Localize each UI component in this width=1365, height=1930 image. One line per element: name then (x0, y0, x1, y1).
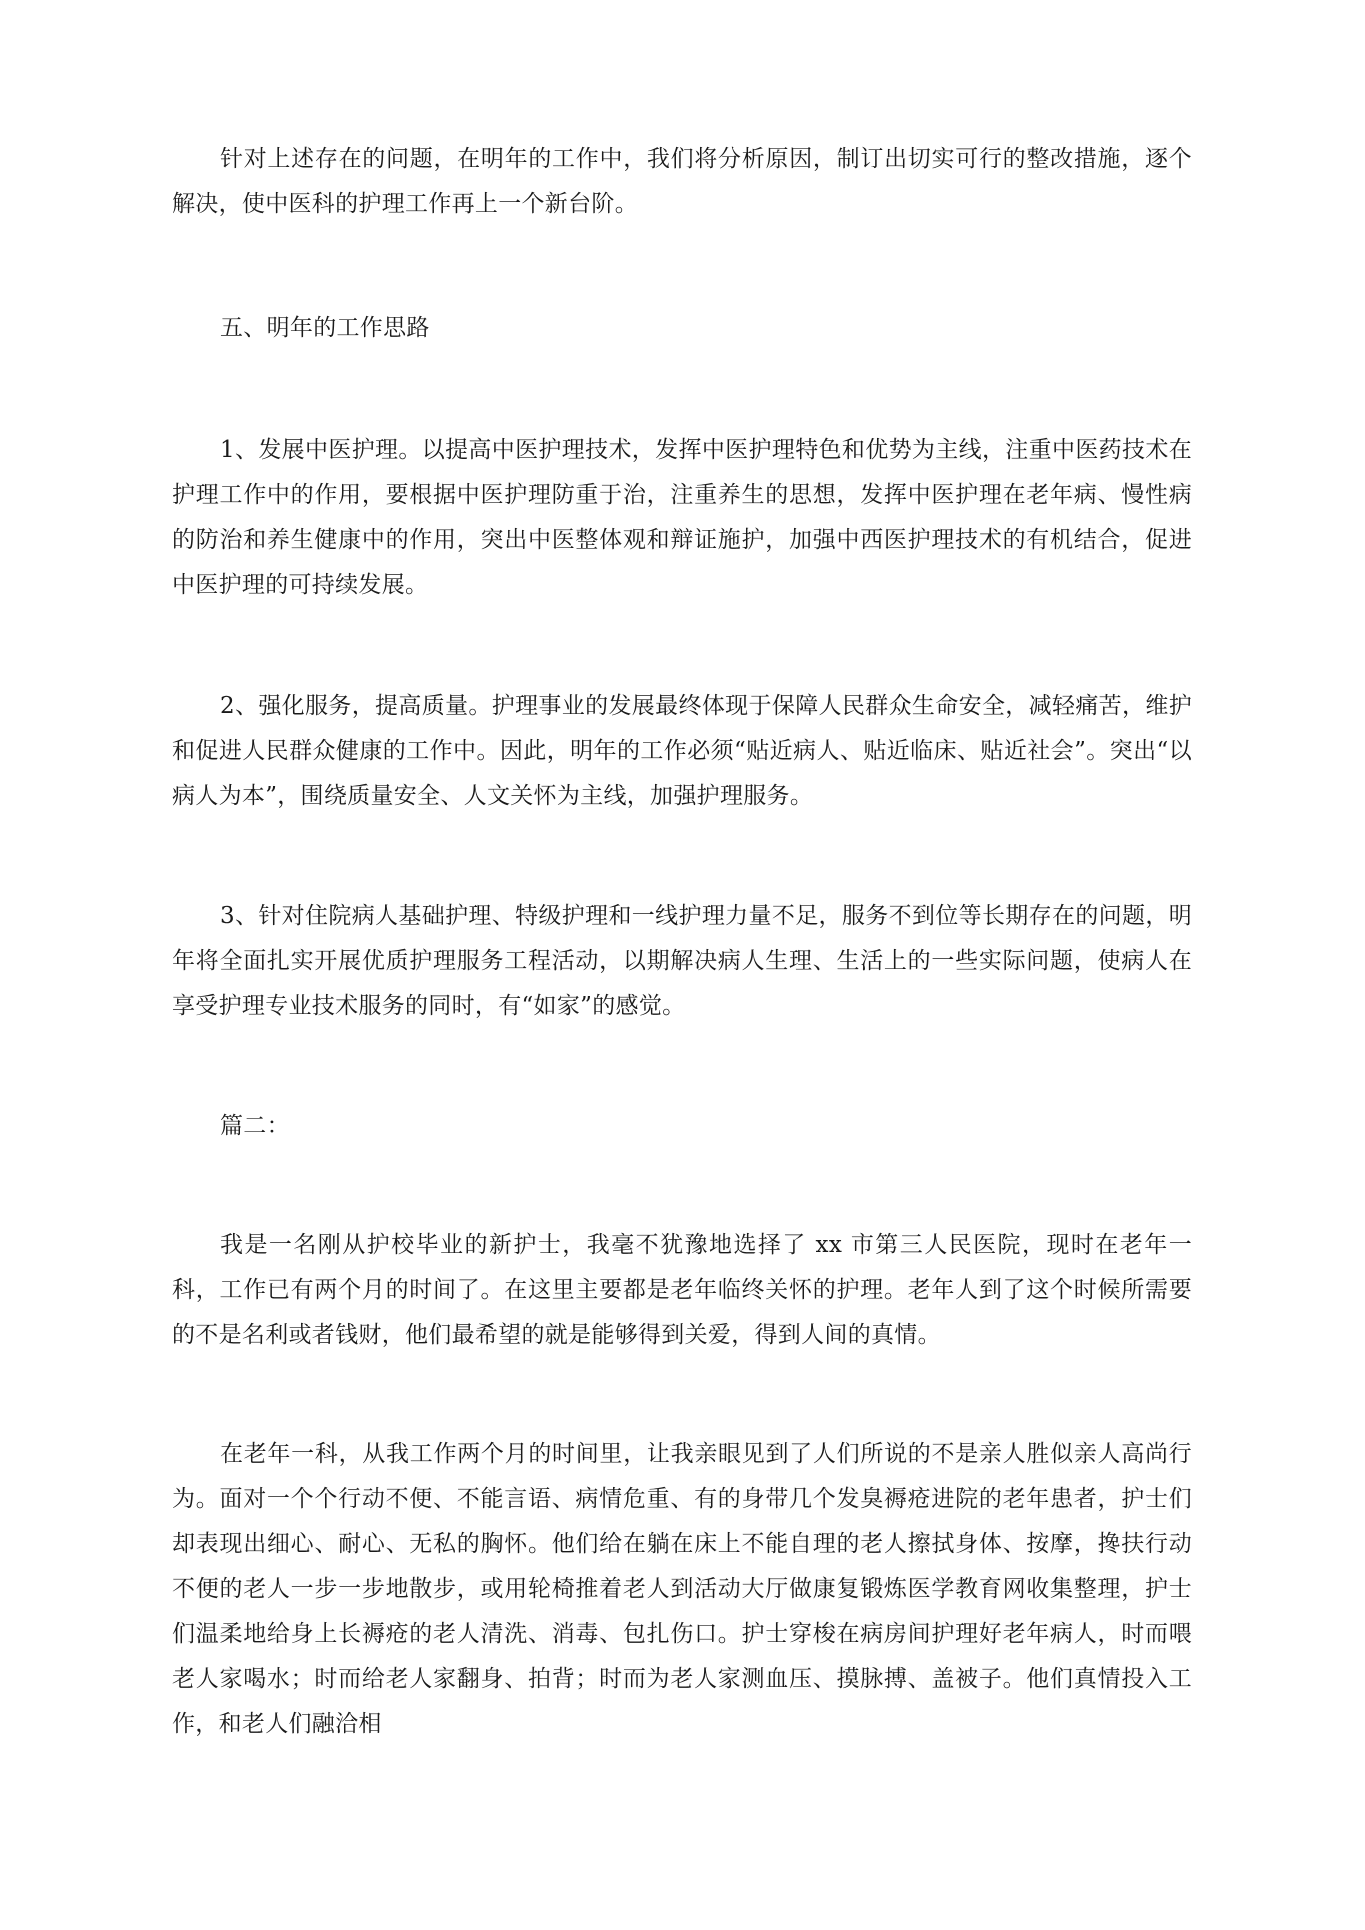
section-heading-next-year-ideas: 五、明年的工作思路 (220, 315, 430, 341)
paragraph-item-2: 2、强化服务，提高质量。护理事业的发展最终体现于保障人民群众生命安全，减轻痛苦，维护和促进人民群众健康的工作中。因此，明年的工作必须“贴近病人、贴近临床、贴近社会”。突出“以病人为本”，围绕质量安全、人文关怀为主线，加强护理服务。 (172, 693, 1192, 809)
paragraph-item-3: 3、针对住院病人基础护理、特级护理和一线护理力量不足，服务不到位等长期存在的问题，明年将全面扎实开展优质护理服务工程活动，以期解决病人生理、生活上的一些实际问题，使病人在享受护理专业技术服务的同时，有“如家”的感觉。 (172, 903, 1192, 1019)
paragraph-new-nurse: 我是一名刚从护校毕业的新护士，我毫不犹豫地选择了 xx 市第三人民医院，现时在老年一科，工作已有两个月的时间了。在这里主要都是老年临终关怀的护理。老年人到了这个时候所需要的不是名利或者钱财，他们最希望的就是能够得到关爱，得到人间的真情。 (172, 1232, 1192, 1348)
paragraph-rectification: 针对上述存在的问题，在明年的工作中，我们将分析原因，制订出切实可行的整改措施，逐个解决，使中医科的护理工作再上一个新台阶。 (172, 146, 1192, 217)
part-two-heading: 篇二： (220, 1113, 290, 1139)
paragraph-geriatric-ward: 在老年一科，从我工作两个月的时间里，让我亲眼见到了人们所说的不是亲人胜似亲人高尚行为。面对一个个行动不便、不能言语、病情危重、有的身带几个发臭褥疮进院的老年患者，护士们却表现出细心、耐心、无私的胸怀。他们给在躺在床上不能自理的老人擦拭身体、按摩，搀扶行动不便的老人一步一步地散步，或用轮椅推着老人到活动大厅做康复锻炼医学教育网收集整理，护士们温柔地给身上长褥疮的老人清洗、消毒、包扎伤口。护士穿梭在病房间护理好老年病人，时而喂老人家喝水；时而给老人家翻身、拍背；时而为老人家测血压、摸脉搏、盖被子。他们真情投入工作，和老人们融洽相 (172, 1441, 1192, 1737)
paragraph-item-1: 1、发展中医护理。以提高中医护理技术，发挥中医护理特色和优势为主线，注重中医药技术在护理工作中的作用，要根据中医护理防重于治，注重养生的思想，发挥中医护理在老年病、慢性病的防治和养生健康中的作用，突出中医整体观和辩证施护，加强中西医护理技术的有机结合，促进中医护理的可持续发展。 (172, 437, 1192, 598)
